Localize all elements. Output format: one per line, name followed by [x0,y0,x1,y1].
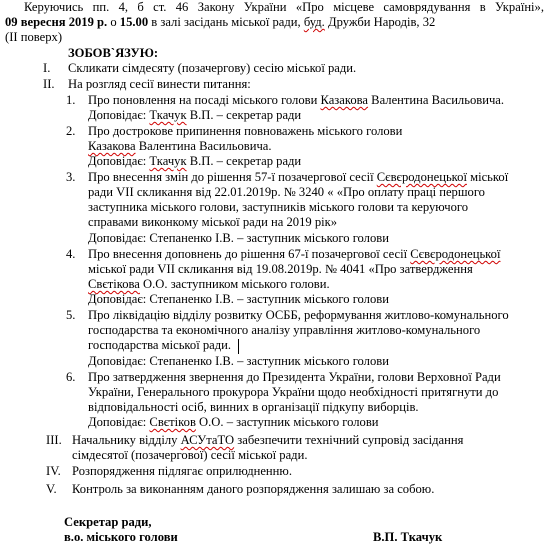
section-5-text: Контроль за виконанням даного розпорядження залишаю за собою. [72,482,435,496]
signature-title-2: в.о. міського голови [64,530,178,544]
item-1-reporter: Доповідає: Ткачук В.П. – секретар ради [88,108,302,122]
signature-title-1: Секретар ради, [64,515,152,529]
item-3-num: 3. [66,170,76,184]
session-time: 15.00 [119,15,149,29]
intro-line-3: (ІІ поверх) [5,30,63,44]
item-6-line-3: відповідальності осіб, винних в організації підкупу виборців. [88,400,419,414]
item-4-reporter: Доповідає: Степаненко І.В. – заступник міського голови [88,292,389,306]
item-6-num: 6. [66,370,76,384]
item-3-reporter: Доповідає: Степаненко І.В. – заступник міського голови [88,231,389,245]
section-4-num: ІV. [46,464,61,478]
item-3-line-3: заступника міського голови, заступників міського голови та керуючого [88,200,469,214]
section-2-num: ІІ. [43,77,55,91]
section-2-text: На розгляд сесії винести питання: [68,77,251,91]
item-3-line-2: ради VII скликання від 22.01.2019р. № 3240 « «Про оплату праці першого [88,185,485,199]
item-3-line-1: Про внесення змін до рішення 57-ї позачергової сесії Сєвєродонецької міської [88,170,509,184]
item-4-line-3: Свєтікова О.О. заступником міського голови. [88,277,330,291]
item-6-line-1: Про затвердження звернення до Президента України, голови Верховної Ради [88,370,501,384]
signature-name: В.П. Ткачук [373,530,443,544]
item-6-line-2: України, Генерального прокурора України щодо необхідності притягнути до [88,385,499,399]
text-cursor [238,339,239,354]
section-5-num: V. [46,482,57,496]
section-4-text: Розпорядження підлягає оприлюдненню. [72,464,292,478]
item-2-line-2: Казакова Валентина Васильовича. [88,139,272,153]
item-5-reporter: Доповідає: Степаненко І.В. – заступник міського голови [88,354,389,368]
section-3-line-2: сімдесятої (позачергової) сесії міської ради. [72,448,308,462]
item-5-num: 5. [66,308,76,322]
item-2-reporter: Доповідає: Ткачук В.П. – секретар ради [88,154,302,168]
item-2-line-1: Про дострокове припинення повноважень міського голови [88,124,403,138]
item-5-line-2: господарства та економічного аналізу управління житлово-комунального [88,323,481,337]
spellcheck-word: буд. [303,15,325,29]
section-1-num: І. [43,61,51,75]
item-6-reporter: Доповідає: Свєтіков О.О. – заступник міського голови [88,415,379,429]
intro-line-1: Керуючись пп. 4, б ст. 46 Закону України «Про місцеве самоврядування в Україні», [24,0,544,14]
item-4-num: 4. [66,247,76,261]
item-4-line-1: Про внесення доповнень до рішення 67-ї позачергової сесії Сєвєродонецької [88,247,501,261]
section-1-text: Скликати сімдесяту (позачергову) сесію міської ради. [68,61,357,75]
item-2-num: 2. [66,124,76,138]
item-5-line-3: господарства міської ради. [88,338,232,352]
section-3-line-1: Начальнику відділу АСУтаТО забезпечити технічний супровід засідання [72,433,464,447]
section-3-num: ІІІ. [46,433,62,447]
session-date: 09 вересня 2019 р. [5,15,108,29]
item-3-line-4: справами виконкому міської ради на 2019 рік» [88,215,338,229]
intro-line-2: 09 вересня 2019 р. о 15.00 в залі засідань міської ради, буд. Дружби Народів, 32 [5,15,436,29]
item-1-line-1: Про поновлення на посаді міського голови Казакова Валентина Васильовича. [88,93,505,107]
order-heading: ЗОБОВ`ЯЗУЮ: [68,46,159,60]
item-4-line-2: міської ради VII скликання від 19.08.2019р. № 4041 «Про затвердження [88,262,473,276]
item-1-num: 1. [66,93,76,107]
item-5-line-1: Про ліквідацію відділу розвитку ОСББ, реформування житлово-комунального [88,308,509,322]
